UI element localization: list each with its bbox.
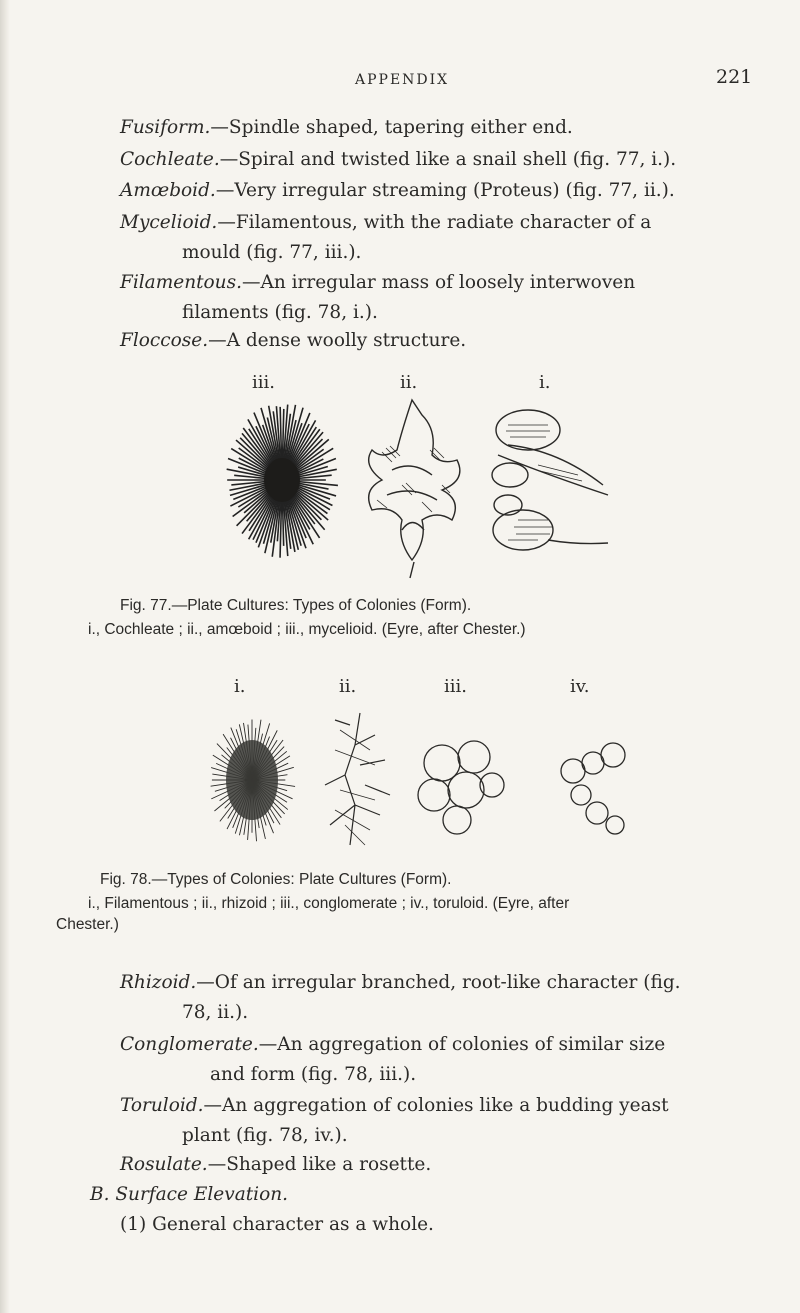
fig78-label-ii: ii. — [339, 676, 357, 697]
fig77-label-i: i. — [539, 372, 551, 393]
definition-toruloid-cont: plant (fig. 78, iv.). — [182, 1125, 348, 1146]
fig77-caption-title: Fig. 77.—Plate Cultures: Types of Colonies (Form). — [120, 597, 472, 614]
definition-filamentous: Filamentous.—An irregular mass of loosely interwoven — [120, 272, 636, 293]
definition-amoeboid: Amœboid.—Very irregular streaming (Proteus) (fig. 77, ii.). — [120, 180, 675, 201]
fig78-label-iv: iv. — [570, 676, 590, 697]
definition-rhizoid-cont: 78, ii.). — [182, 1002, 249, 1023]
fig78-rhizoid-colony — [315, 705, 405, 855]
subsection-heading: (1) General character as a whole. — [120, 1214, 434, 1235]
definition-fusiform: Fusiform.—Spindle shaped, tapering either end. — [120, 117, 573, 138]
fig78-label-iii: iii. — [444, 676, 467, 697]
definition-floccose: Floccose.—A dense woolly structure. — [120, 330, 467, 351]
fig78-caption-text: i., Filamentous ; ii., rhizoid ; iii., conglomerate ; iv., toruloid. (Eyre, after — [88, 895, 570, 912]
definition-toruloid: Toruloid.—An aggregation of colonies like a budding yeast — [120, 1095, 669, 1116]
definition-rosulate: Rosulate.—Shaped like a rosette. — [120, 1154, 432, 1175]
running-title: APPENDIX — [355, 72, 450, 88]
definition-conglomerate: Conglomerate.—An aggregation of colonies of similar size — [120, 1034, 666, 1055]
fig77-caption-text: i., Cochleate ; ii., amœboid ; iii., mycelioid. (Eyre, after Chester.) — [88, 621, 526, 638]
definition-filamentous-cont: filaments (fig. 78, i.). — [182, 302, 378, 323]
fig78-toruloid-colony — [545, 735, 635, 835]
fig78-conglomerate-colony — [412, 735, 507, 835]
definition-cochleate: Cochleate.—Spiral and twisted like a snail shell (fig. 77, i.). — [120, 149, 677, 170]
fig78-label-i: i. — [234, 676, 246, 697]
fig77-amoeboid-colony — [342, 390, 482, 590]
fig77-label-iii: iii. — [252, 372, 275, 393]
definition-mycelioid: Mycelioid.—Filamentous, with the radiate character of a — [120, 212, 652, 233]
fig77-label-ii: ii. — [400, 372, 418, 393]
section-heading: B. Surface Elevation. — [90, 1184, 289, 1205]
definition-rhizoid: Rhizoid.—Of an irregular branched, root-like character (fig. — [120, 972, 681, 993]
fig78-caption-text-cont: Chester.) — [56, 916, 119, 933]
page-number: 221 — [716, 66, 753, 88]
fig77-cochleate-colony — [478, 395, 618, 585]
definition-mycelioid-cont: mould (fig. 77, iii.). — [182, 242, 362, 263]
fig78-caption-title: Fig. 78.—Types of Colonies: Plate Cultures (Form). — [100, 871, 452, 888]
page-binding-edge — [0, 0, 10, 1313]
fig78-filamentous-colony — [205, 715, 300, 845]
definition-conglomerate-cont: and form (fig. 78, iii.). — [210, 1064, 417, 1085]
fig77-mycelioid-colony — [222, 400, 342, 560]
